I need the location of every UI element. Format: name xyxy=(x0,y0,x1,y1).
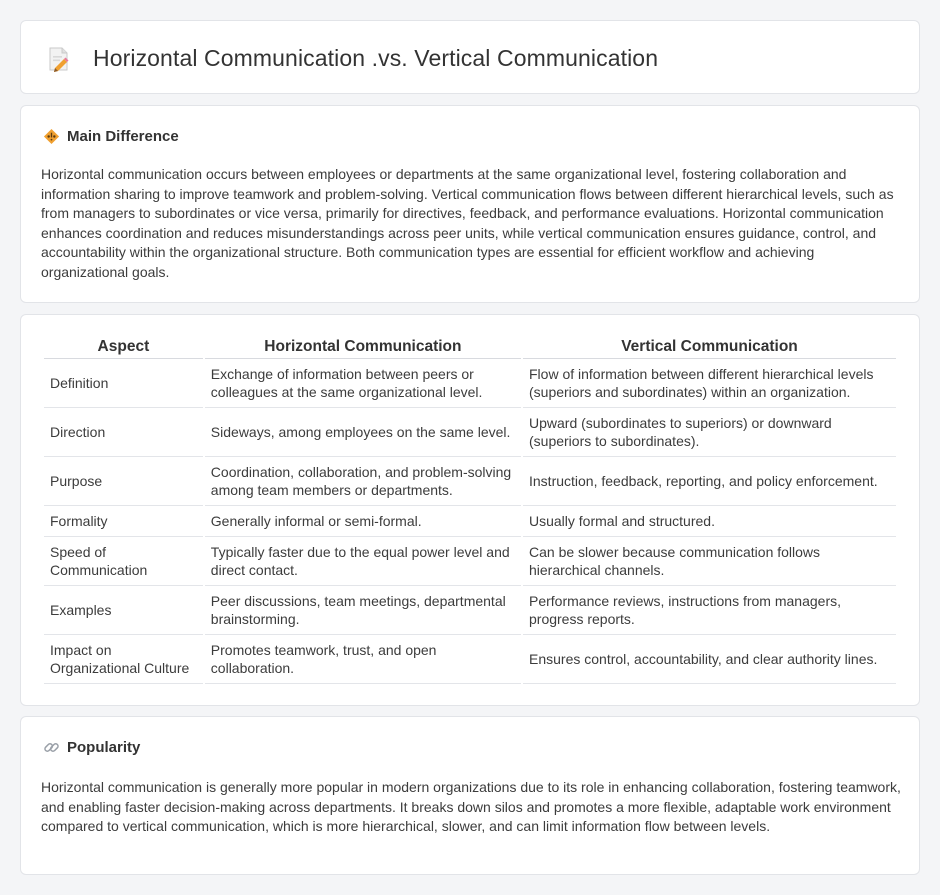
page-title: Horizontal Communication .vs. Vertical Communication xyxy=(93,45,659,71)
main-difference-header xyxy=(43,128,179,145)
main-difference-section xyxy=(20,105,920,303)
horizontal-cell: Coordination, collaboration, and problem-solving among team members or departments. xyxy=(205,457,521,506)
horizontal-cell: Sideways, among employees on the same level. xyxy=(205,408,521,457)
vertical-cell: Can be slower because communication follows hierarchical channels. xyxy=(523,537,896,586)
vertical-cell: Ensures control, accountability, and clear authority lines. xyxy=(523,635,896,684)
aspect-cell: Purpose xyxy=(44,457,203,506)
comparison-table xyxy=(42,335,898,684)
header-vertical: Vertical Communication xyxy=(523,335,896,359)
table-row xyxy=(44,586,896,635)
popularity-text: Horizontal communication is generally more popular in modern organizations due to its role in enhancing collaboration, fostering teamwork, and enabling faster decision-making across departments. It breaks down silos and promotes a more flexible, adaptable work environment compared to vertical communication, which is more hierarchical, slower, and can limit information flow between levels. xyxy=(41,779,901,834)
main-difference-title: Main Difference xyxy=(67,128,179,145)
aspect-cell: Impact on Organizational Culture xyxy=(44,635,203,684)
main-difference-text: Horizontal communication occurs between employees or departments at the same organizational level, fostering collaboration and information sharing to improve teamwork and problem-solving. Vertical communication flows between different hierarchical levels, such as from managers to subordinates or vice versa, primarily for directives, feedback, and performance evaluations. Horizontal communication enhances coordination and reduces misunderstandings across peer units, while vertical communication ensures guidance, control, and accountability within the organizational structure. Both communication types are essential for efficient workflow and achieving organizational goals. xyxy=(41,166,894,280)
diamond-warning-icon xyxy=(43,128,60,145)
horizontal-cell: Typically faster due to the equal power level and direct contact. xyxy=(205,537,521,586)
table-header-row xyxy=(44,335,896,359)
aspect-cell: Definition xyxy=(44,359,203,408)
popularity-title: Popularity xyxy=(67,739,141,756)
aspect-cell: Formality xyxy=(44,506,203,537)
horizontal-cell: Exchange of information between peers or colleagues at the same organizational level. xyxy=(205,359,521,408)
table-row xyxy=(44,457,896,506)
aspect-cell: Direction xyxy=(44,408,203,457)
title-card xyxy=(20,20,920,94)
comparison-table-section xyxy=(20,314,920,706)
aspect-cell: Examples xyxy=(44,586,203,635)
table-row xyxy=(44,408,896,457)
table-row xyxy=(44,537,896,586)
horizontal-cell: Promotes teamwork, trust, and open collaboration. xyxy=(205,635,521,684)
vertical-cell: Flow of information between different hierarchical levels (superiors and subordinates) within an organization. xyxy=(523,359,896,408)
popularity-section xyxy=(20,716,920,875)
vertical-cell: Performance reviews, instructions from managers, progress reports. xyxy=(523,586,896,635)
link-icon xyxy=(43,739,60,756)
header-horizontal: Horizontal Communication xyxy=(205,335,521,359)
aspect-cell: Speed of Communication xyxy=(44,537,203,586)
table-row xyxy=(44,635,896,684)
title-row xyxy=(47,45,658,72)
horizontal-cell: Generally informal or semi-formal. xyxy=(205,506,521,537)
popularity-header xyxy=(43,739,140,756)
document-pencil-icon xyxy=(47,46,71,72)
horizontal-cell: Peer discussions, team meetings, departmental brainstorming. xyxy=(205,586,521,635)
header-aspect: Aspect xyxy=(44,335,203,359)
vertical-cell: Instruction, feedback, reporting, and policy enforcement. xyxy=(523,457,896,506)
vertical-cell: Upward (subordinates to superiors) or downward (superiors to subordinates). xyxy=(523,408,896,457)
vertical-cell: Usually formal and structured. xyxy=(523,506,896,537)
table-row xyxy=(44,506,896,537)
table-row xyxy=(44,359,896,408)
